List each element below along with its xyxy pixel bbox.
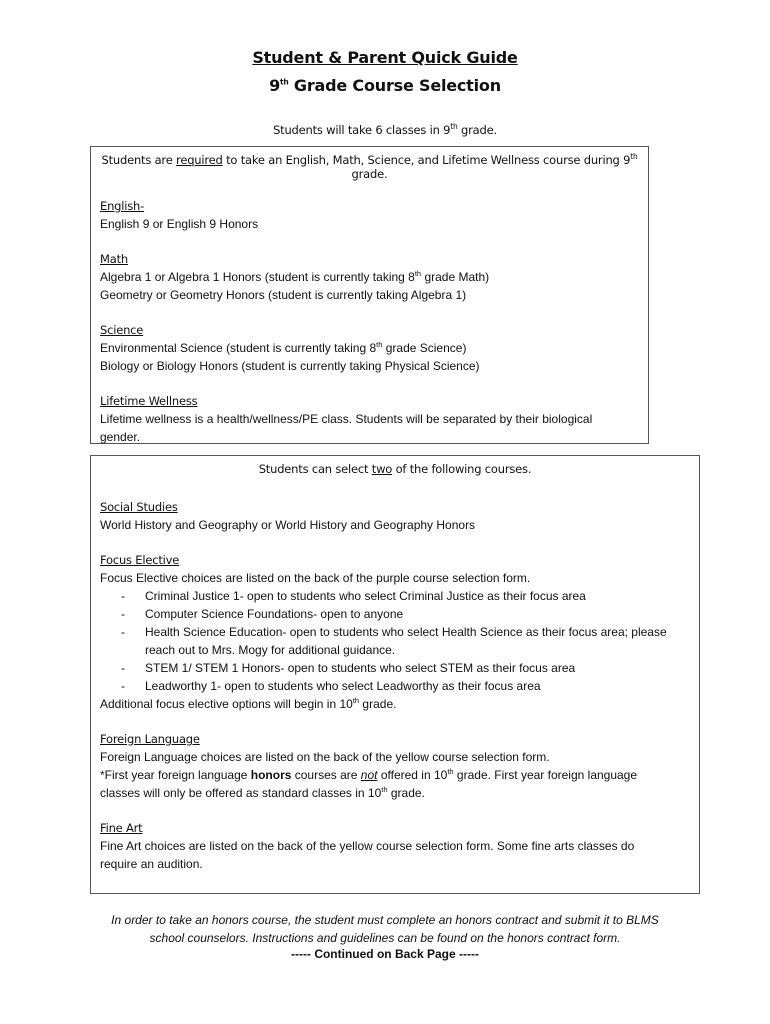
list-item: - Health Science Education- open to students who select Health Science as their focus area; please reach out to Mrs. Mogy for additional guidance. [121, 625, 667, 657]
fine-art-title: Fine Art [100, 821, 143, 835]
focus-elective-line: Focus Elective choices are listed on the back of the purple course selection form. [100, 571, 531, 585]
science-section [91, 321, 648, 375]
math-line-2: Geometry or Geometry Honors (student is currently taking Algebra 1) [100, 288, 467, 302]
science-line-1: Environmental Science (student is currently taking 8th grade Science) [100, 340, 467, 355]
honors-note-line-1: In order to take an honors course, the student must complete an honors contract and submit it to BLMS [111, 913, 659, 927]
english-section [91, 197, 648, 233]
science-title: Science [100, 323, 144, 337]
list-item: - Criminal Justice 1- open to students who select Criminal Justice as their focus area [121, 589, 586, 603]
wellness-section [91, 392, 648, 446]
focus-elective-note: Additional focus elective options will begin in 10th grade. [100, 696, 397, 711]
honors-note-line-2: school counselors. Instructions and guidelines can be found on the honors contract form. [149, 931, 621, 945]
required-courses-box [90, 146, 649, 444]
list-item: - Leadworthy 1- open to students who select Leadworthy as their focus area [121, 679, 541, 693]
wellness-line-1: Lifetime wellness is a health/wellness/PE class. Students will be separated by their biological [100, 412, 593, 426]
list-item: - STEM 1/ STEM 1 Honors- open to students who select STEM as their focus area [121, 661, 576, 675]
focus-elective-title: Focus Elective [100, 553, 180, 567]
foreign-language-line-1: Foreign Language choices are listed on the back of the yellow course selection form. [100, 750, 550, 764]
required-box-header: Students are required to take an English, Math, Science, and Lifetime Wellness course during 9th grade. [101, 152, 638, 181]
list-item: - Computer Science Foundations- open to anyone [121, 607, 404, 621]
math-line-1: Algebra 1 or Algebra 1 Honors (student is currently taking 8th grade Math) [100, 269, 490, 284]
social-studies-title: Social Studies [100, 500, 178, 514]
elective-box-header: Students can select two of the following courses. [258, 462, 532, 476]
focus-elective-section [91, 551, 699, 713]
foreign-language-line-3: classes will only be offered as standard classes in 10th grade. [100, 785, 425, 800]
math-title: Math [100, 252, 128, 266]
fine-art-line-2: require an audition. [100, 857, 203, 871]
elective-courses-box [90, 455, 700, 894]
fine-art-section [91, 819, 699, 873]
foreign-language-title: Foreign Language [100, 732, 200, 746]
intro-text: Students will take 6 classes in 9th grade. [273, 122, 497, 137]
science-line-2: Biology or Biology Honors (student is currently taking Physical Science) [100, 359, 480, 373]
english-line: English 9 or English 9 Honors [100, 217, 259, 231]
social-studies-section [91, 498, 699, 534]
wellness-line-2: gender. [100, 430, 141, 444]
math-section [91, 250, 648, 304]
foreign-language-line-2: *First year foreign language honors courses are not offered in 10th grade. First year foreign language [100, 767, 638, 782]
honors-note [80, 911, 690, 947]
continued-note: ----- Continued on Back Page ----- [291, 947, 479, 961]
foreign-language-section [91, 730, 699, 802]
page-title: Student & Parent Quick Guide [252, 48, 518, 67]
page-subtitle: 9th Grade Course Selection [269, 76, 501, 95]
english-title: English- [100, 199, 145, 213]
social-studies-line: World History and Geography or World History and Geography Honors [100, 518, 476, 532]
wellness-title: Lifetime Wellness [100, 394, 198, 408]
fine-art-line-1: Fine Art choices are listed on the back of the yellow course selection form. Some fine arts classes do [100, 839, 635, 853]
